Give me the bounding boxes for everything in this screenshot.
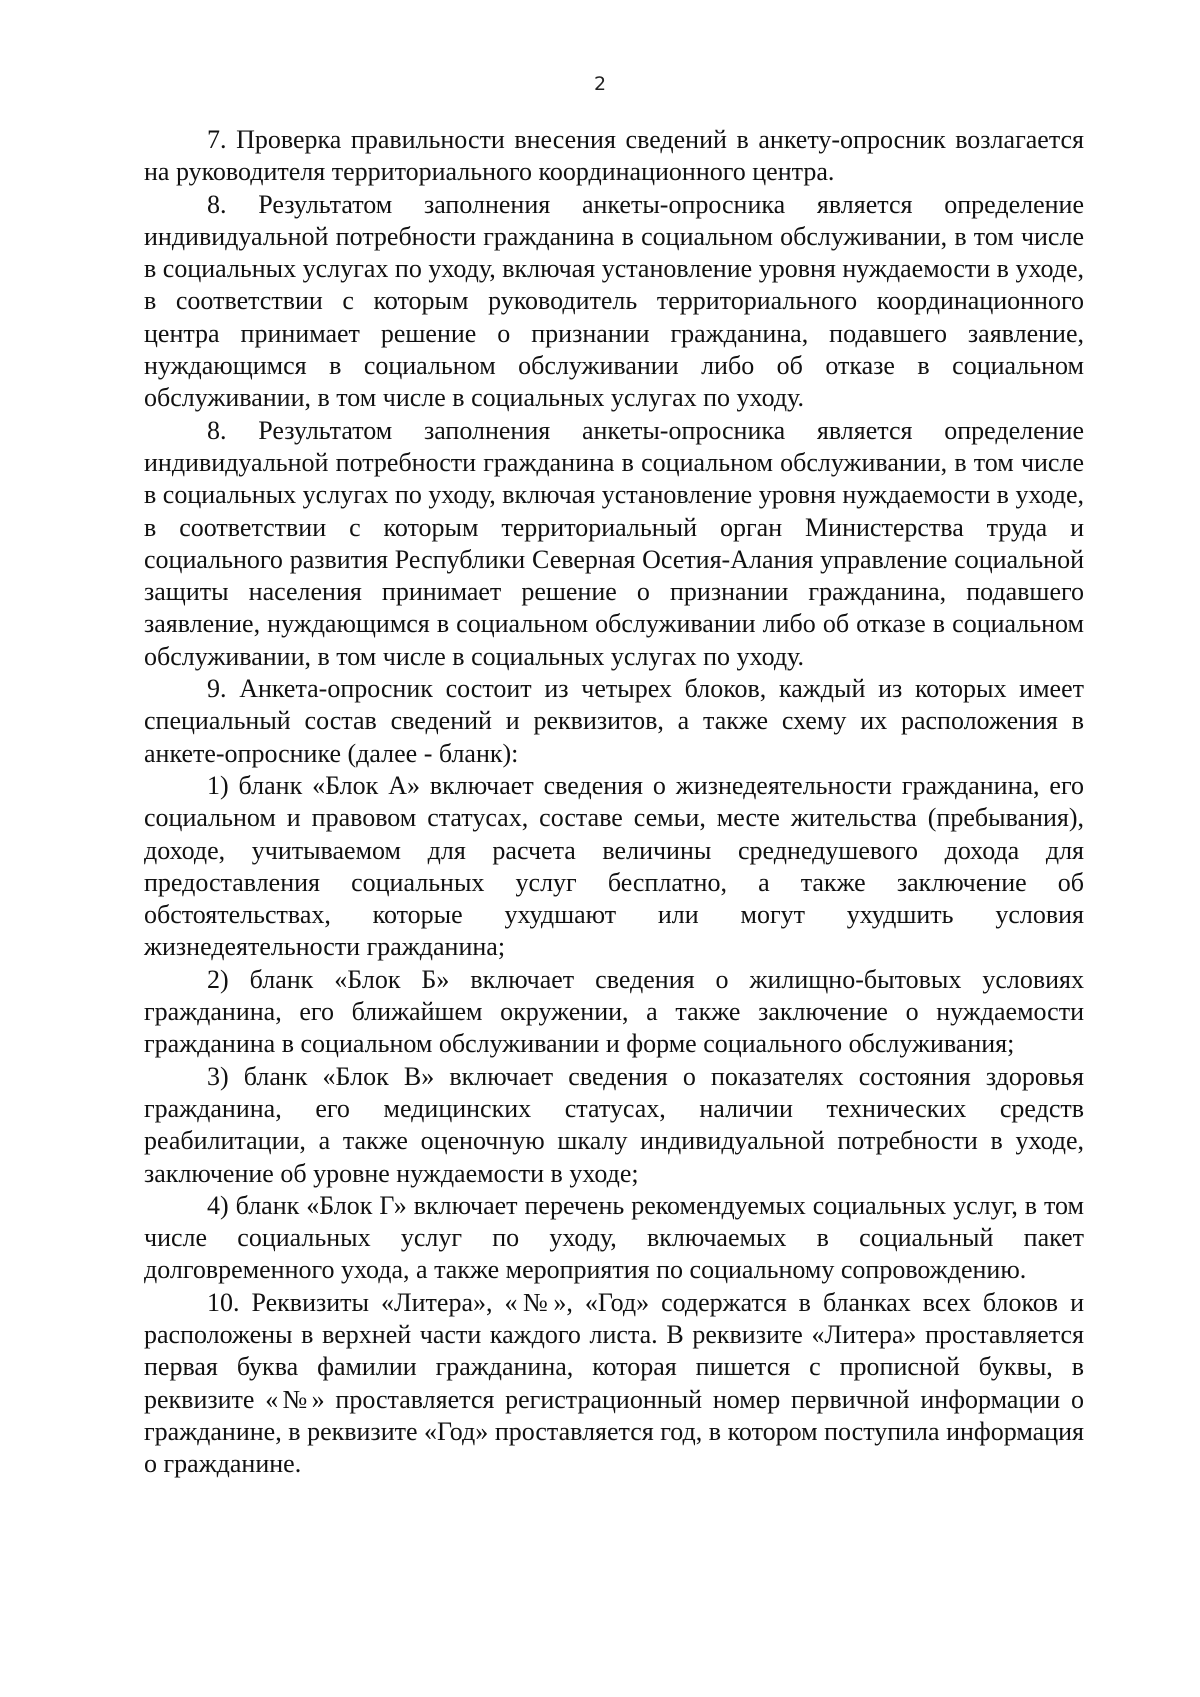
paragraph-8-result-coordination-center: 8. Результатом заполнения анкеты-опросника является определение индивидуальной потребности гражданина в социальном обслуживании, в том числе в социальных услугах по уходу, включая установление уровня нуждаемости в уходе, в соответствии с которым руководитель территориального координационного центра принимает решение о признании гражданина, подавшего заявление, нуждающимся в социальном обслуживании либо об отказе в социальном обслуживании, в том числе в социальных услугах по уходу. xyxy=(144,189,1084,413)
paragraph-7-verification: 7. Проверка правильности внесения сведений в анкету-опросник возлагается на руководителя территориального координационного центра. xyxy=(144,125,1084,187)
list-item-block-b: 2) бланк «Блок Б» включает сведения о жилищно-бытовых условиях гражданина, его ближайшем окружении, а также заключение о нуждаемости гражданина в социальном обслуживании и форме социального обслуживания; xyxy=(144,964,1084,1059)
document-body xyxy=(144,124,1084,1480)
paragraph-10-requisites: 10. Реквизиты «Литера», «№», «Год» содержатся в бланках всех блоков и расположены в верхней части каждого листа. В реквизите «Литера» проставляется первая буква фамилии гражданина, которая пишется с прописной буквы, в реквизите «№» проставляется регистрационный номер первичной информации о гражданине, в реквизите «Год» проставляется год, в котором поступила информация о гражданине. xyxy=(144,1287,1084,1479)
list-item-block-g: 4) бланк «Блок Г» включает перечень рекомендуемых социальных услуг, в том числе социальных услуг по уходу, включаемых в социальный пакет долговременного ухода, а также мероприятия по социальному сопровождению. xyxy=(144,1190,1084,1285)
list-item-block-a: 1) бланк «Блок А» включает сведения о жизнедеятельности гражданина, его социальном и правовом статусах, составе семьи, месте жительства (пребывания), доходе, учитываемом для расчета величины среднедушевого дохода для предоставления социальных услуг бесплатно, а также заключение об обстоятельствах, которые ухудшают или могут ухудшить условия жизнедеятельности гражданина; xyxy=(144,770,1084,962)
paragraph-8-result-ministry: 8. Результатом заполнения анкеты-опросника является определение индивидуальной потребности гражданина в социальном обслуживании, в том числе в социальных услугах по уходу, включая установление уровня нуждаемости в уходе, в соответствии с которым территориальный орган Министерства труда и социального развития Республики Северная Осетия-Алания управление социальной защиты населения принимает решение о признании гражданина, подавшего заявление, нуждающимся в социальном обслуживании либо об отказе в социальном обслуживании, в том числе в социальных услугах по уходу. xyxy=(144,415,1084,671)
list-item-block-v: 3) бланк «Блок В» включает сведения о показателях состояния здоровья гражданина, его медицинских статусах, наличии технических средств реабилитации, а также оценочную шкалу индивидуальной потребности в уходе, заключение об уровне нуждаемости в уходе; xyxy=(144,1061,1084,1188)
page-number: 2 xyxy=(593,73,607,95)
paragraph-9-questionnaire-blocks: 9. Анкета-опросник состоит из четырех блоков, каждый из которых имеет специальный состав сведений и реквизитов, а также схему их расположения в анкете-опроснике (далее - бланк): xyxy=(144,674,1084,768)
